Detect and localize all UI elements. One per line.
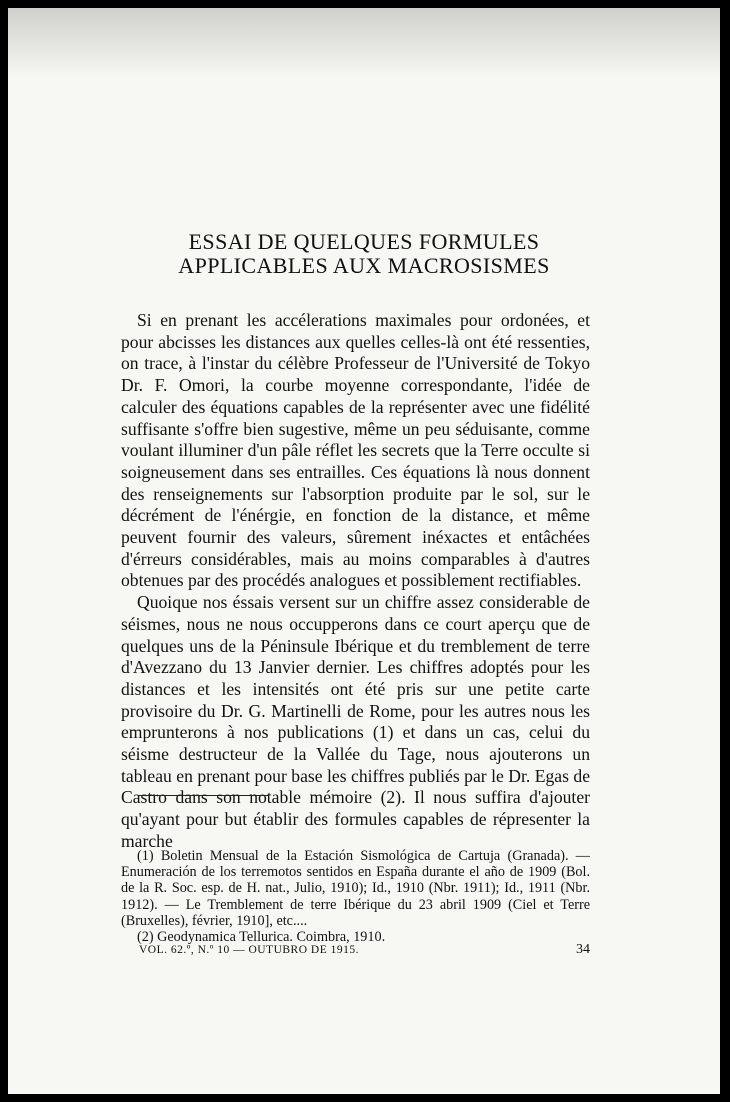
paragraph-1: Si en prenant les accélerations maximales pour ordonées, et pour abcisses les distances aux quelles celles-là ont été ressenties, on trace, à l'instar du célèbre Professeur de l'Université de Tokyo Dr. F. Omori, la courbe moyenne correspondante, l'idée de calculer des équations capables de la représenter avec une fidélité suffisante s'offre bien sugestive, même un peu séduisante, comme voulant illuminer d'un pâle réflet les secrets que la Terre occulte si soigneusement dans ses entrailles. Ces équations là nous donnent des renseignements sur l'absorption produite par le sol, sur le décrément de l'énérgie, en fonction de la distance, et même peuvent fournir des valeurs, sûrement inéxactes et entâchées d'érreurs considérables, mais au moins comparables à d'autres obtenues par des procédés analogues et possiblement rectifiables. — [121, 310, 590, 591]
title-line-1: ESSAI DE QUELQUES FORMULES — [188, 229, 540, 254]
document-page — [8, 8, 720, 1094]
footnote-2: (2) Geodynamica Tellurica. Coimbra, 1910. — [137, 929, 386, 946]
footnotes — [121, 848, 590, 945]
footnote-separator — [139, 795, 269, 796]
page-number: 34 — [576, 942, 590, 957]
article-body — [121, 310, 590, 853]
article-title — [8, 230, 720, 278]
footnote-1: (1) Boletin Mensual de la Estación Sismológica de Cartuja (Granada). — Enumeración de los terremotos sentidos en España durante el año de 1909 (Bol. de la R. Soc. esp. de H. nat., Julio, 1910); Id., 1910 (Nbr. 1911); Id., 1911 (Nbr. 1912). — Le Tremblement de terre Ibérique du 23 abril 1909 (Ciel et Terre (Bruxelles), février, 1910], etc.... — [121, 848, 590, 929]
paragraph-2: Quoique nos éssais versent sur un chiffre assez considerable de séismes, nous ne nous occupperons dans ce court aperçu que de quelques uns de la Péninsule Ibérique et du tremblement de terre d'Avezzano du 13 Janvier dernier. Les chiffres adoptés pour les distances et les intensités ont été pris sur une petite carte provisoire du Dr. G. Martinelli de Rome, pour les autres nous les emprunterons à nos publications (1) et dans un cas, celui du séisme destructeur de la Vallée du Tage, nous ajouterons un tableau en prenant pour base les chiffres publiés par le Dr. Egas de Castro dans son notable mémoire (2). Il nous suffira d'ajouter qu'ayant pour but établir des formules capables de répresenter la marche — [121, 592, 590, 851]
volume-info: VOL. 62.º, N.º 10 — OUTUBRO DE 1915. — [139, 944, 359, 956]
title-line-2: APPLICABLES AUX MACROSISMES — [178, 253, 550, 278]
